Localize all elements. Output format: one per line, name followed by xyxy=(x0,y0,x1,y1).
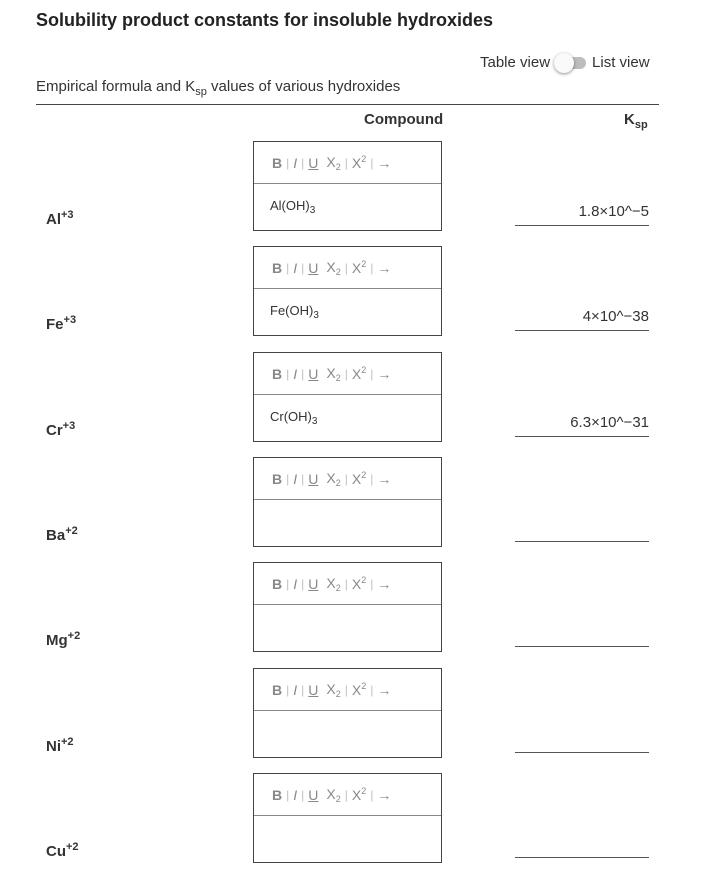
underline-button[interactable]: U xyxy=(308,786,319,803)
subscript-button[interactable] xyxy=(326,786,340,804)
subscript-mark: 2 xyxy=(335,266,341,277)
superscript-base: X xyxy=(351,260,362,276)
superscript-button[interactable] xyxy=(352,470,366,487)
subscript-button[interactable] xyxy=(326,154,340,172)
toolbar-separator: | xyxy=(370,787,374,802)
italic-button[interactable]: I xyxy=(293,786,298,803)
superscript-mark: 2 xyxy=(361,154,367,164)
ksp-header-sub: sp xyxy=(634,119,648,131)
underline-button[interactable]: U xyxy=(308,154,319,171)
ksp-input[interactable]: 1.8×10^−5 xyxy=(515,199,649,226)
compound-base: Cr(OH) xyxy=(270,409,312,424)
compound-editor xyxy=(253,457,442,547)
toolbar-separator: | xyxy=(301,366,305,381)
toolbar-separator: | xyxy=(301,787,305,802)
toolbar-separator: | xyxy=(344,155,348,170)
arrow-icon[interactable]: → xyxy=(377,365,392,382)
underline-button[interactable]: U xyxy=(308,259,319,276)
ion-label xyxy=(46,525,78,544)
superscript-base: X xyxy=(351,576,362,592)
editor-toolbar xyxy=(254,458,441,500)
italic-button[interactable]: I xyxy=(293,154,298,171)
ion-symbol: Cr xyxy=(46,422,63,439)
ion-label xyxy=(46,209,74,228)
compound-input[interactable] xyxy=(254,395,441,441)
view-toggle-switch[interactable] xyxy=(556,54,588,70)
subscript-mark: 2 xyxy=(335,582,341,593)
toolbar-separator: | xyxy=(370,260,374,275)
compound-input[interactable] xyxy=(254,500,441,546)
italic-button[interactable]: I xyxy=(293,575,298,592)
bold-button[interactable]: B xyxy=(272,681,283,698)
compound-input[interactable] xyxy=(254,184,441,230)
arrow-icon[interactable]: → xyxy=(377,470,392,487)
compound-subscript: 3 xyxy=(313,310,319,321)
editor-toolbar xyxy=(254,142,441,184)
toggle-knob[interactable] xyxy=(554,53,574,73)
table-row xyxy=(0,562,727,654)
compound-editor xyxy=(253,773,442,863)
toolbar-separator: | xyxy=(344,787,348,802)
toolbar-separator: | xyxy=(286,576,290,591)
toolbar-separator: | xyxy=(344,366,348,381)
superscript-mark: 2 xyxy=(361,575,367,585)
subscript-mark: 2 xyxy=(335,161,341,172)
bold-button[interactable]: B xyxy=(272,575,283,592)
caption-suffix: values of various hydroxides xyxy=(206,78,401,95)
arrow-icon[interactable]: → xyxy=(377,786,392,803)
toolbar-separator: | xyxy=(286,787,290,802)
toolbar-separator: | xyxy=(301,155,305,170)
list-view-label[interactable]: List view xyxy=(592,53,650,71)
toolbar-separator: | xyxy=(344,576,348,591)
underline-button[interactable]: U xyxy=(308,470,319,487)
ion-charge: +2 xyxy=(61,736,74,748)
table-caption xyxy=(36,78,400,98)
superscript-mark: 2 xyxy=(361,681,367,691)
superscript-base: X xyxy=(351,155,362,171)
superscript-mark: 2 xyxy=(361,786,367,796)
toolbar-separator: | xyxy=(370,366,374,381)
superscript-mark: 2 xyxy=(361,259,367,269)
compound-subscript: 3 xyxy=(311,416,318,427)
ion-charge: +3 xyxy=(62,420,76,432)
toolbar-separator: | xyxy=(286,471,290,486)
toolbar-separator: | xyxy=(286,155,290,170)
toolbar-separator: | xyxy=(301,576,305,591)
view-toggle xyxy=(480,52,650,72)
ion-symbol: Fe xyxy=(46,316,64,333)
underline-button[interactable]: U xyxy=(308,681,319,698)
superscript-button[interactable] xyxy=(352,575,366,592)
subscript-base: X xyxy=(326,153,336,170)
table-row xyxy=(0,352,727,444)
superscript-base: X xyxy=(351,787,362,803)
editor-toolbar xyxy=(254,669,441,711)
ion-charge: +3 xyxy=(63,314,77,326)
column-header-ksp xyxy=(624,111,648,131)
table-view-label[interactable]: Table view xyxy=(480,53,551,71)
superscript-base: X xyxy=(351,366,362,382)
editor-toolbar xyxy=(254,247,441,289)
toolbar-separator: | xyxy=(301,471,305,486)
italic-button[interactable]: I xyxy=(293,470,298,487)
toolbar-separator: | xyxy=(370,471,374,486)
ion-symbol: Mg xyxy=(46,632,68,649)
toolbar-separator: | xyxy=(301,260,305,275)
subscript-mark: 2 xyxy=(335,372,341,383)
superscript-button[interactable] xyxy=(352,786,366,803)
table-row xyxy=(0,246,727,338)
ksp-input[interactable] xyxy=(515,620,649,647)
italic-button[interactable]: I xyxy=(293,259,298,276)
subscript-base: X xyxy=(326,364,336,381)
superscript-button[interactable] xyxy=(352,365,366,382)
italic-button[interactable]: I xyxy=(293,365,298,382)
bold-button[interactable]: B xyxy=(272,365,283,382)
toolbar-separator: | xyxy=(286,682,290,697)
subscript-base: X xyxy=(326,680,336,697)
editor-toolbar xyxy=(254,563,441,605)
arrow-icon[interactable]: → xyxy=(377,575,392,592)
ksp-input[interactable] xyxy=(515,726,649,753)
subscript-button[interactable] xyxy=(326,470,340,488)
ksp-header-main: K xyxy=(624,111,635,128)
ksp-input[interactable]: 6.3×10^−31 xyxy=(515,410,649,437)
ion-label xyxy=(46,736,74,755)
subscript-base: X xyxy=(326,785,336,802)
bold-button[interactable]: B xyxy=(272,470,283,487)
compound-input[interactable] xyxy=(254,289,441,335)
subscript-base: X xyxy=(326,574,336,591)
caption-sub: sp xyxy=(195,86,207,98)
subscript-mark: 2 xyxy=(335,688,341,699)
editor-toolbar xyxy=(254,774,441,816)
table-row xyxy=(0,457,727,549)
underline-button[interactable]: U xyxy=(308,365,319,382)
table-row xyxy=(0,773,727,865)
compound-base: Al(OH) xyxy=(270,198,310,213)
compound-base: Fe(OH) xyxy=(270,303,314,318)
superscript-mark: 2 xyxy=(361,365,367,375)
compound-subscript: 3 xyxy=(309,205,316,216)
subscript-mark: 2 xyxy=(335,477,341,488)
ion-label xyxy=(46,314,76,333)
subscript-mark: 2 xyxy=(335,793,341,804)
ksp-input[interactable] xyxy=(515,831,649,858)
arrow-icon[interactable]: → xyxy=(377,154,392,171)
ion-symbol: Al xyxy=(46,211,61,228)
compound-editor xyxy=(253,141,442,231)
header-divider xyxy=(36,104,659,105)
ion-label xyxy=(46,630,80,649)
subscript-base: X xyxy=(326,258,336,275)
superscript-mark: 2 xyxy=(361,470,367,480)
bold-button[interactable]: B xyxy=(272,154,283,171)
ion-symbol: Ni xyxy=(46,738,61,755)
compound-editor xyxy=(253,562,442,652)
toolbar-separator: | xyxy=(344,471,348,486)
toolbar-separator: | xyxy=(370,576,374,591)
ion-symbol: Ba xyxy=(46,527,66,544)
superscript-base: X xyxy=(351,682,362,698)
bold-button[interactable]: B xyxy=(272,259,283,276)
caption-prefix: Empirical formula and K xyxy=(36,78,196,95)
italic-button[interactable]: I xyxy=(293,681,298,698)
ion-symbol: Cu xyxy=(46,843,66,860)
compound-editor xyxy=(253,668,442,758)
ion-label xyxy=(46,420,75,439)
arrow-icon[interactable]: → xyxy=(377,681,392,698)
arrow-icon[interactable]: → xyxy=(377,259,392,276)
compound-input[interactable] xyxy=(254,711,441,757)
toolbar-separator: | xyxy=(344,682,348,697)
subscript-button[interactable] xyxy=(326,575,340,593)
subscript-button[interactable] xyxy=(326,681,340,699)
ksp-input[interactable] xyxy=(515,515,649,542)
compound-editor xyxy=(253,246,442,336)
toolbar-separator: | xyxy=(370,682,374,697)
ion-charge: +2 xyxy=(66,841,79,853)
superscript-base: X xyxy=(351,471,362,487)
ion-charge: +2 xyxy=(67,630,81,642)
ksp-input[interactable]: 4×10^−38 xyxy=(515,304,649,331)
table-row xyxy=(0,141,727,233)
column-header-compound: Compound xyxy=(364,111,444,128)
underline-button[interactable]: U xyxy=(308,575,319,592)
ion-label xyxy=(46,841,79,860)
subscript-base: X xyxy=(326,469,336,486)
toolbar-separator: | xyxy=(286,366,290,381)
superscript-button[interactable] xyxy=(352,681,366,698)
toolbar-separator: | xyxy=(344,260,348,275)
bold-button[interactable]: B xyxy=(272,786,283,803)
compound-input[interactable] xyxy=(254,816,441,862)
table-row xyxy=(0,668,727,760)
superscript-button[interactable] xyxy=(352,154,366,171)
subscript-button[interactable] xyxy=(326,365,340,383)
editor-toolbar xyxy=(254,353,441,395)
page-title: Solubility product constants for insoluble hydroxides xyxy=(36,10,494,30)
compound-input[interactable] xyxy=(254,605,441,651)
ion-charge: +2 xyxy=(65,525,78,537)
ion-charge: +3 xyxy=(61,209,74,221)
subscript-button[interactable] xyxy=(326,259,340,277)
toolbar-separator: | xyxy=(286,260,290,275)
superscript-button[interactable] xyxy=(352,259,366,276)
compound-editor xyxy=(253,352,442,442)
toolbar-separator: | xyxy=(370,155,374,170)
toolbar-separator: | xyxy=(301,682,305,697)
